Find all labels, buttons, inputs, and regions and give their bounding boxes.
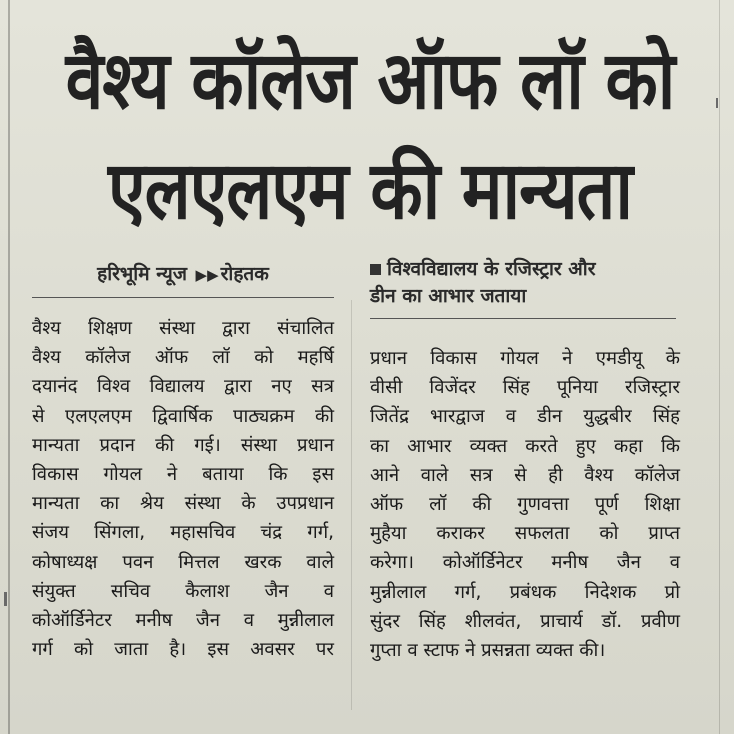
article-line: मान्यता का श्रेय संस्था के उपप्रधान (32, 493, 334, 515)
article-line: ऑफ लॉ की गुणवत्ता पूर्ण शिक्षा (370, 494, 680, 516)
article-line: गर्ग को जाता है। इस अवसर पर (32, 639, 334, 661)
article-line: संयुक्त सचिव कैलाश जैन व (32, 580, 334, 602)
square-bullet-icon (370, 264, 381, 275)
article-line: संजय सिंगला, महासचिव चंद्र गर्ग, (32, 522, 334, 544)
article-line: कोषाध्यक्ष पवन मित्तल खरक वाले (32, 551, 334, 573)
headline-line-1: वैश्य कॉलेज ऑफ लॉ को (65, 34, 675, 129)
article-line: करेगा। कोऑर्डिनेटर मनीष जैन व (370, 552, 680, 574)
article-line: वैश्य कॉलेज ऑफ लॉ को महर्षि (32, 347, 334, 369)
paper-fold-left (8, 0, 10, 734)
paper-speck (716, 98, 718, 108)
subhead-rule (370, 318, 676, 319)
article-line: मुहैया कराकर सफलता को प्राप्त (370, 523, 680, 545)
article-line: सुंदर सिंह शीलवंत, प्राचार्य डॉ. प्रवीण (370, 610, 680, 632)
article-line: मान्यता प्रदान की गई। संस्था प्रधान (32, 434, 334, 456)
byline-rule (32, 297, 334, 298)
article-line: गुप्ता व स्टाफ ने प्रसन्नता व्यक्त की। (370, 640, 606, 662)
article-line: प्रधान विकास गोयल ने एमडीयू के (370, 348, 680, 369)
article-left-column (32, 314, 334, 664)
headline-line-2: एलएलएम की मान्यता (107, 144, 633, 239)
article-line: से एलएलएम द्विवार्षिक पाठ्यक्रम की (32, 405, 334, 427)
article-line: विकास गोयल ने बताया कि इस (32, 464, 334, 486)
subhead (370, 256, 680, 309)
article-right-column (370, 344, 680, 665)
paper-fold-right (719, 0, 720, 734)
byline (32, 260, 334, 286)
byline-separator-icon: ▶▶ (195, 266, 219, 284)
article-line: दयानंद विश्व विद्यालय द्वारा नए सत्र (32, 376, 334, 398)
subhead-line-1: विश्वविद्यालय के रजिस्ट्रार और (387, 258, 596, 280)
column-divider (351, 300, 352, 710)
article-line: आने वाले सत्र से ही वैश्य कॉलेज (370, 464, 680, 486)
byline-source: हरिभूमि न्यूज (97, 263, 187, 285)
paper-speck (4, 592, 7, 606)
article-line: मुन्नीलाल गर्ग, प्रबंधक निदेशक प्रो (370, 581, 680, 603)
article-line: कोऑर्डिनेटर मनीष जैन व मुन्नीलाल (32, 610, 334, 632)
article-line: वीसी विजेंदर सिंह पूनिया रजिस्ट्रार (370, 377, 680, 399)
article-line: का आभार व्यक्त करते हुए कहा कि (370, 435, 680, 457)
subhead-line-2: डीन का आभार जताया (370, 284, 527, 307)
article-line: जितेंद्र भारद्वाज व डीन युद्धबीर सिंह (370, 406, 680, 428)
article-line: वैश्य शिक्षण संस्था द्वारा संचालित (32, 318, 334, 339)
byline-location: रोहतक (220, 263, 269, 285)
